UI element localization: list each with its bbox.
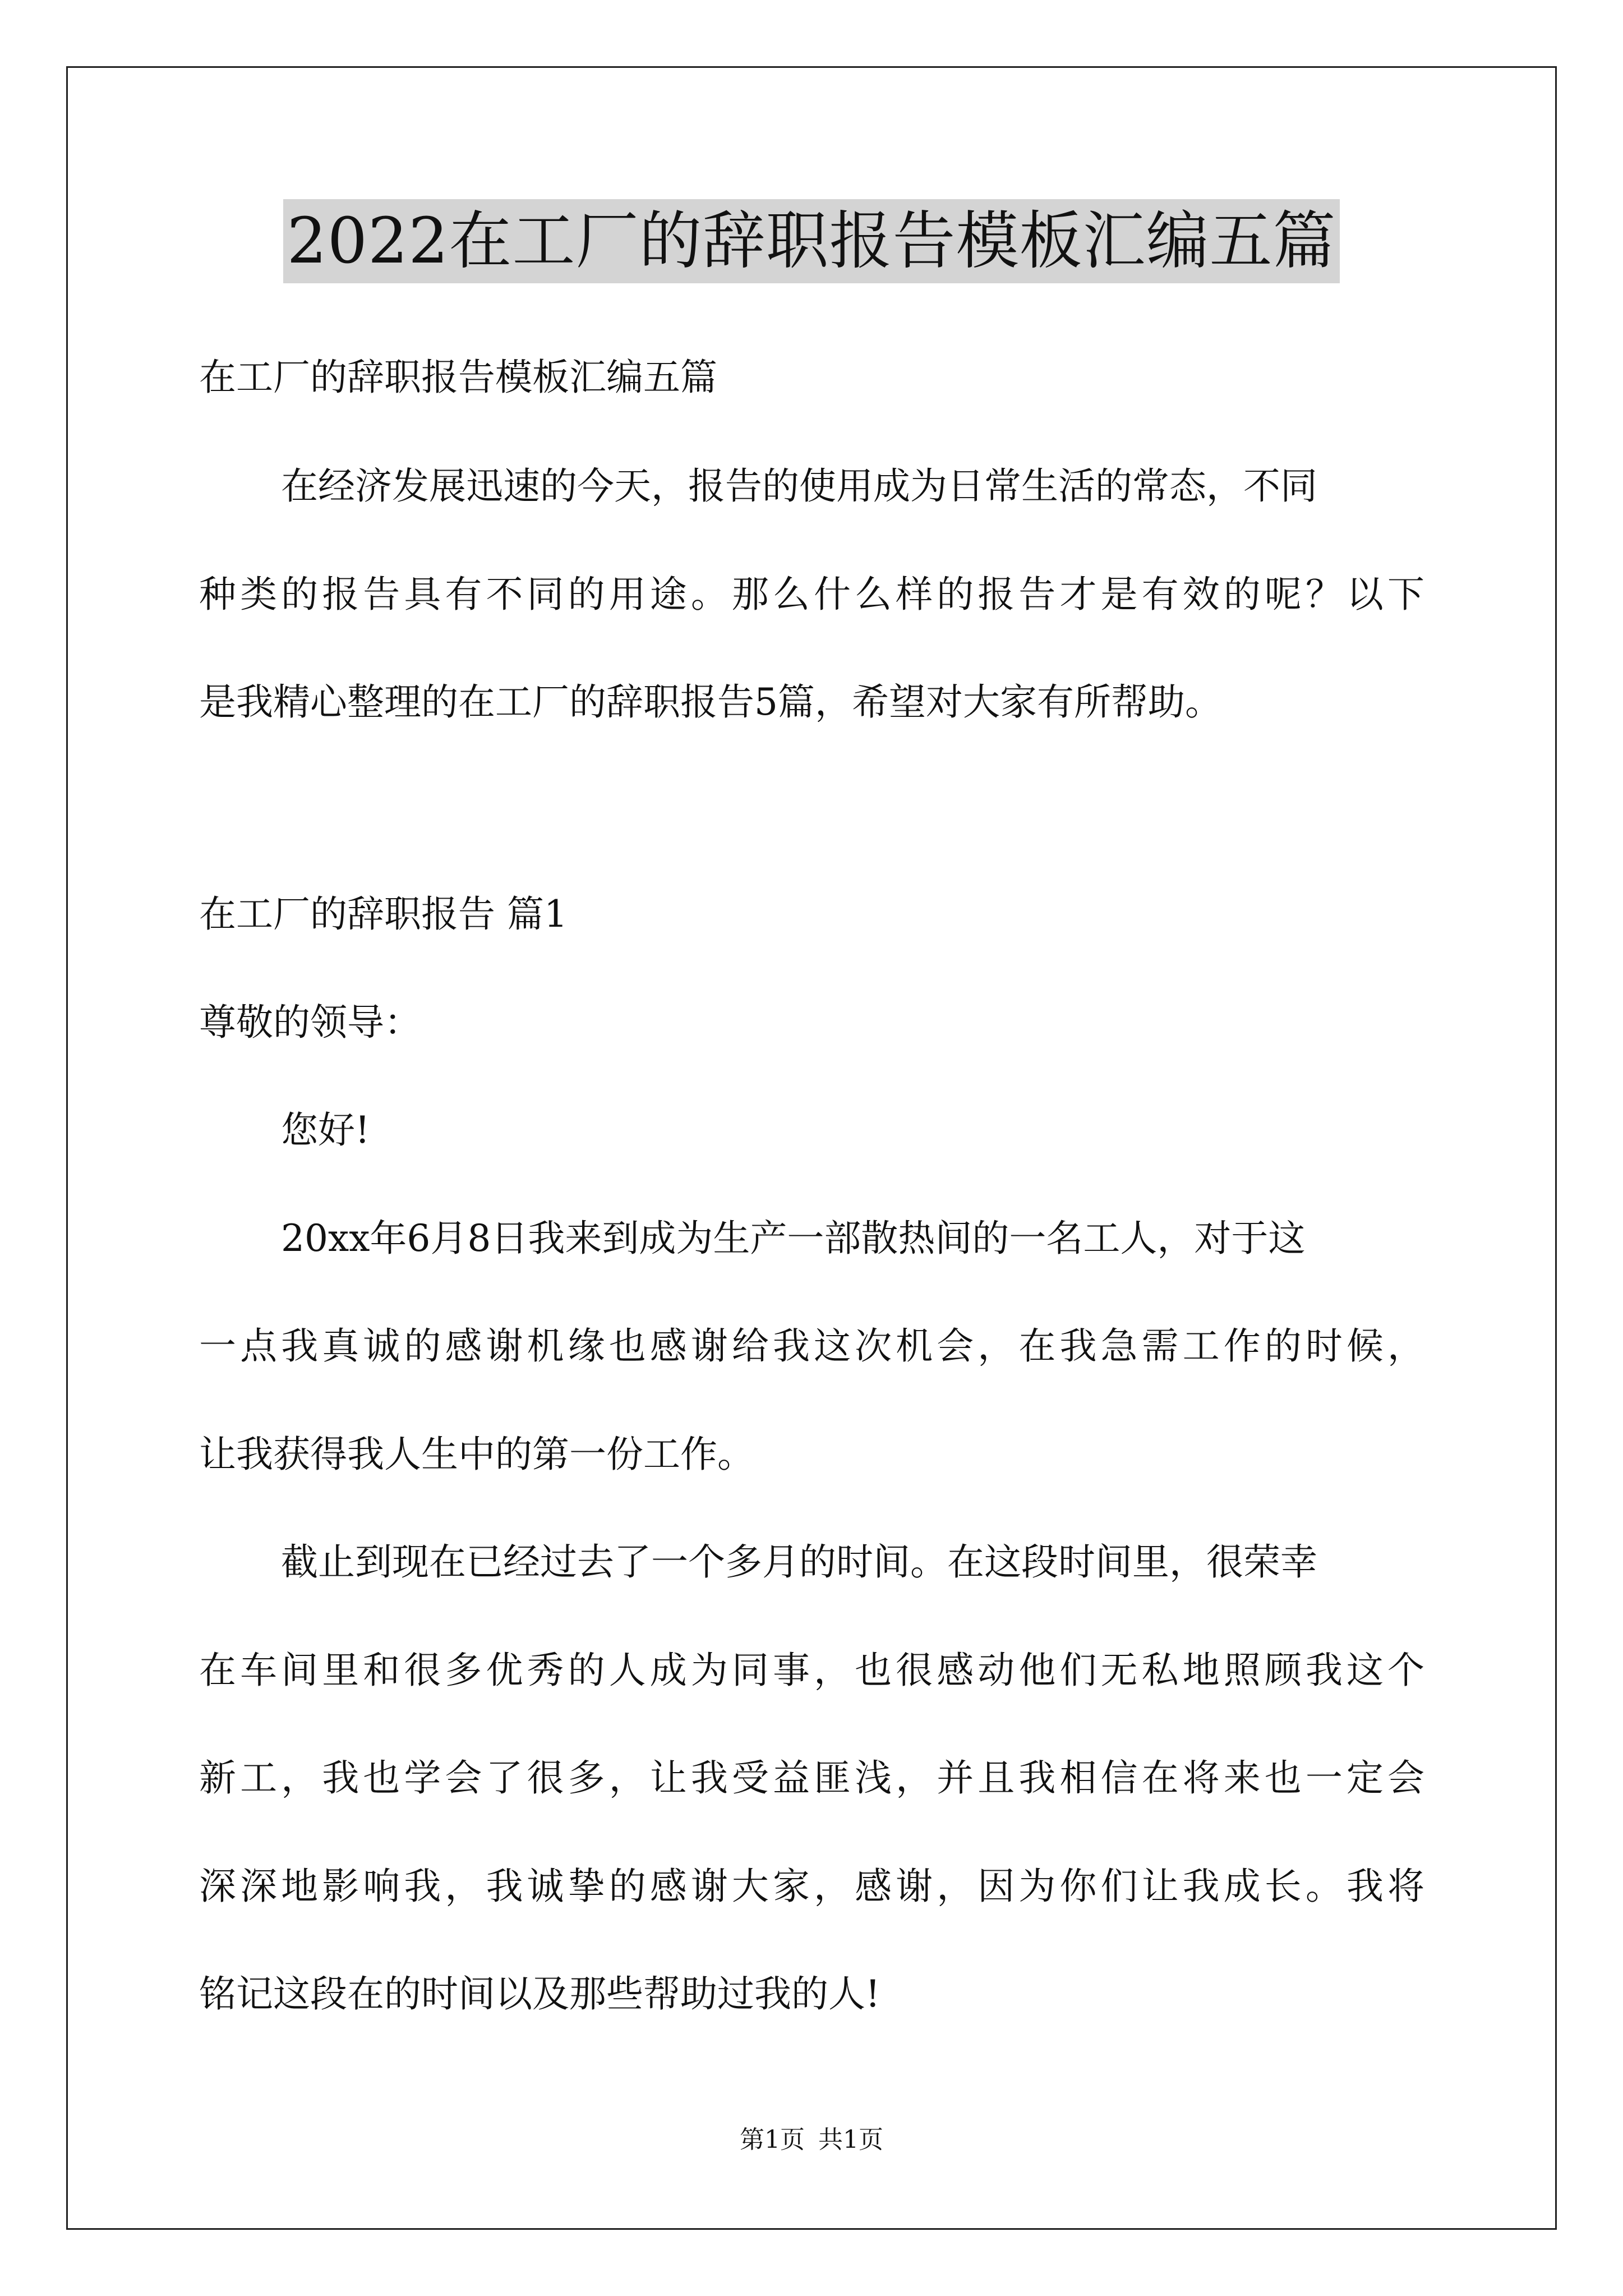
- paragraph2-line-4: 深深地影响我，我诚挚的感谢大家，感谢，因为你们让我成长。我将: [199, 1865, 1424, 1908]
- intro-line-1: 在经济发展迅速的今天，报告的使用成为日常生活的常态，不同: [281, 464, 1317, 508]
- paragraph1-line-3: 让我获得我人生中的第一份工作。: [199, 1433, 754, 1476]
- paragraph2-line-2: 在车间里和很多优秀的人成为同事，也很感动他们无私地照顾我这个: [199, 1649, 1424, 1692]
- paragraph1-line-2: 一点我真诚的感谢机缘也感谢给我这次机会，在我急需工作的时候，: [199, 1324, 1424, 1368]
- intro-line-2: 种类的报告具有不同的用途。那么什么样的报告才是有效的呢？以下: [199, 573, 1424, 616]
- page-footer: [0, 2123, 1623, 2157]
- paragraph2-line-5: 铭记这段在的时间以及那些帮助过我的人!: [199, 1972, 880, 2016]
- page-total: 共1页: [818, 2125, 883, 2154]
- section-heading: 在工厂的辞职报告 篇1: [199, 892, 568, 936]
- subtitle: 在工厂的辞职报告模板汇编五篇: [199, 356, 717, 399]
- paragraph2-line-1: 截止到现在已经过去了一个多月的时间。在这段时间里，很荣幸: [281, 1540, 1317, 1584]
- intro-line-3: 是我精心整理的在工厂的辞职报告5篇，希望对大家有所帮助。: [199, 680, 1222, 724]
- paragraph2-line-3: 新工，我也学会了很多，让我受益匪浅，并且我相信在将来也一定会: [199, 1756, 1424, 1800]
- document-title: 2022在工厂的辞职报告模板汇编五篇: [283, 199, 1339, 283]
- page-number: 第1页: [740, 2125, 805, 2154]
- greeting: 您好!: [281, 1108, 370, 1152]
- paragraph1-line-1: 20xx年6月8日我来到成为生产一部散热间的一名工人，对于这: [281, 1217, 1306, 1260]
- title-wrapper: [0, 199, 1623, 283]
- salutation: 尊敬的领导：: [199, 1001, 421, 1044]
